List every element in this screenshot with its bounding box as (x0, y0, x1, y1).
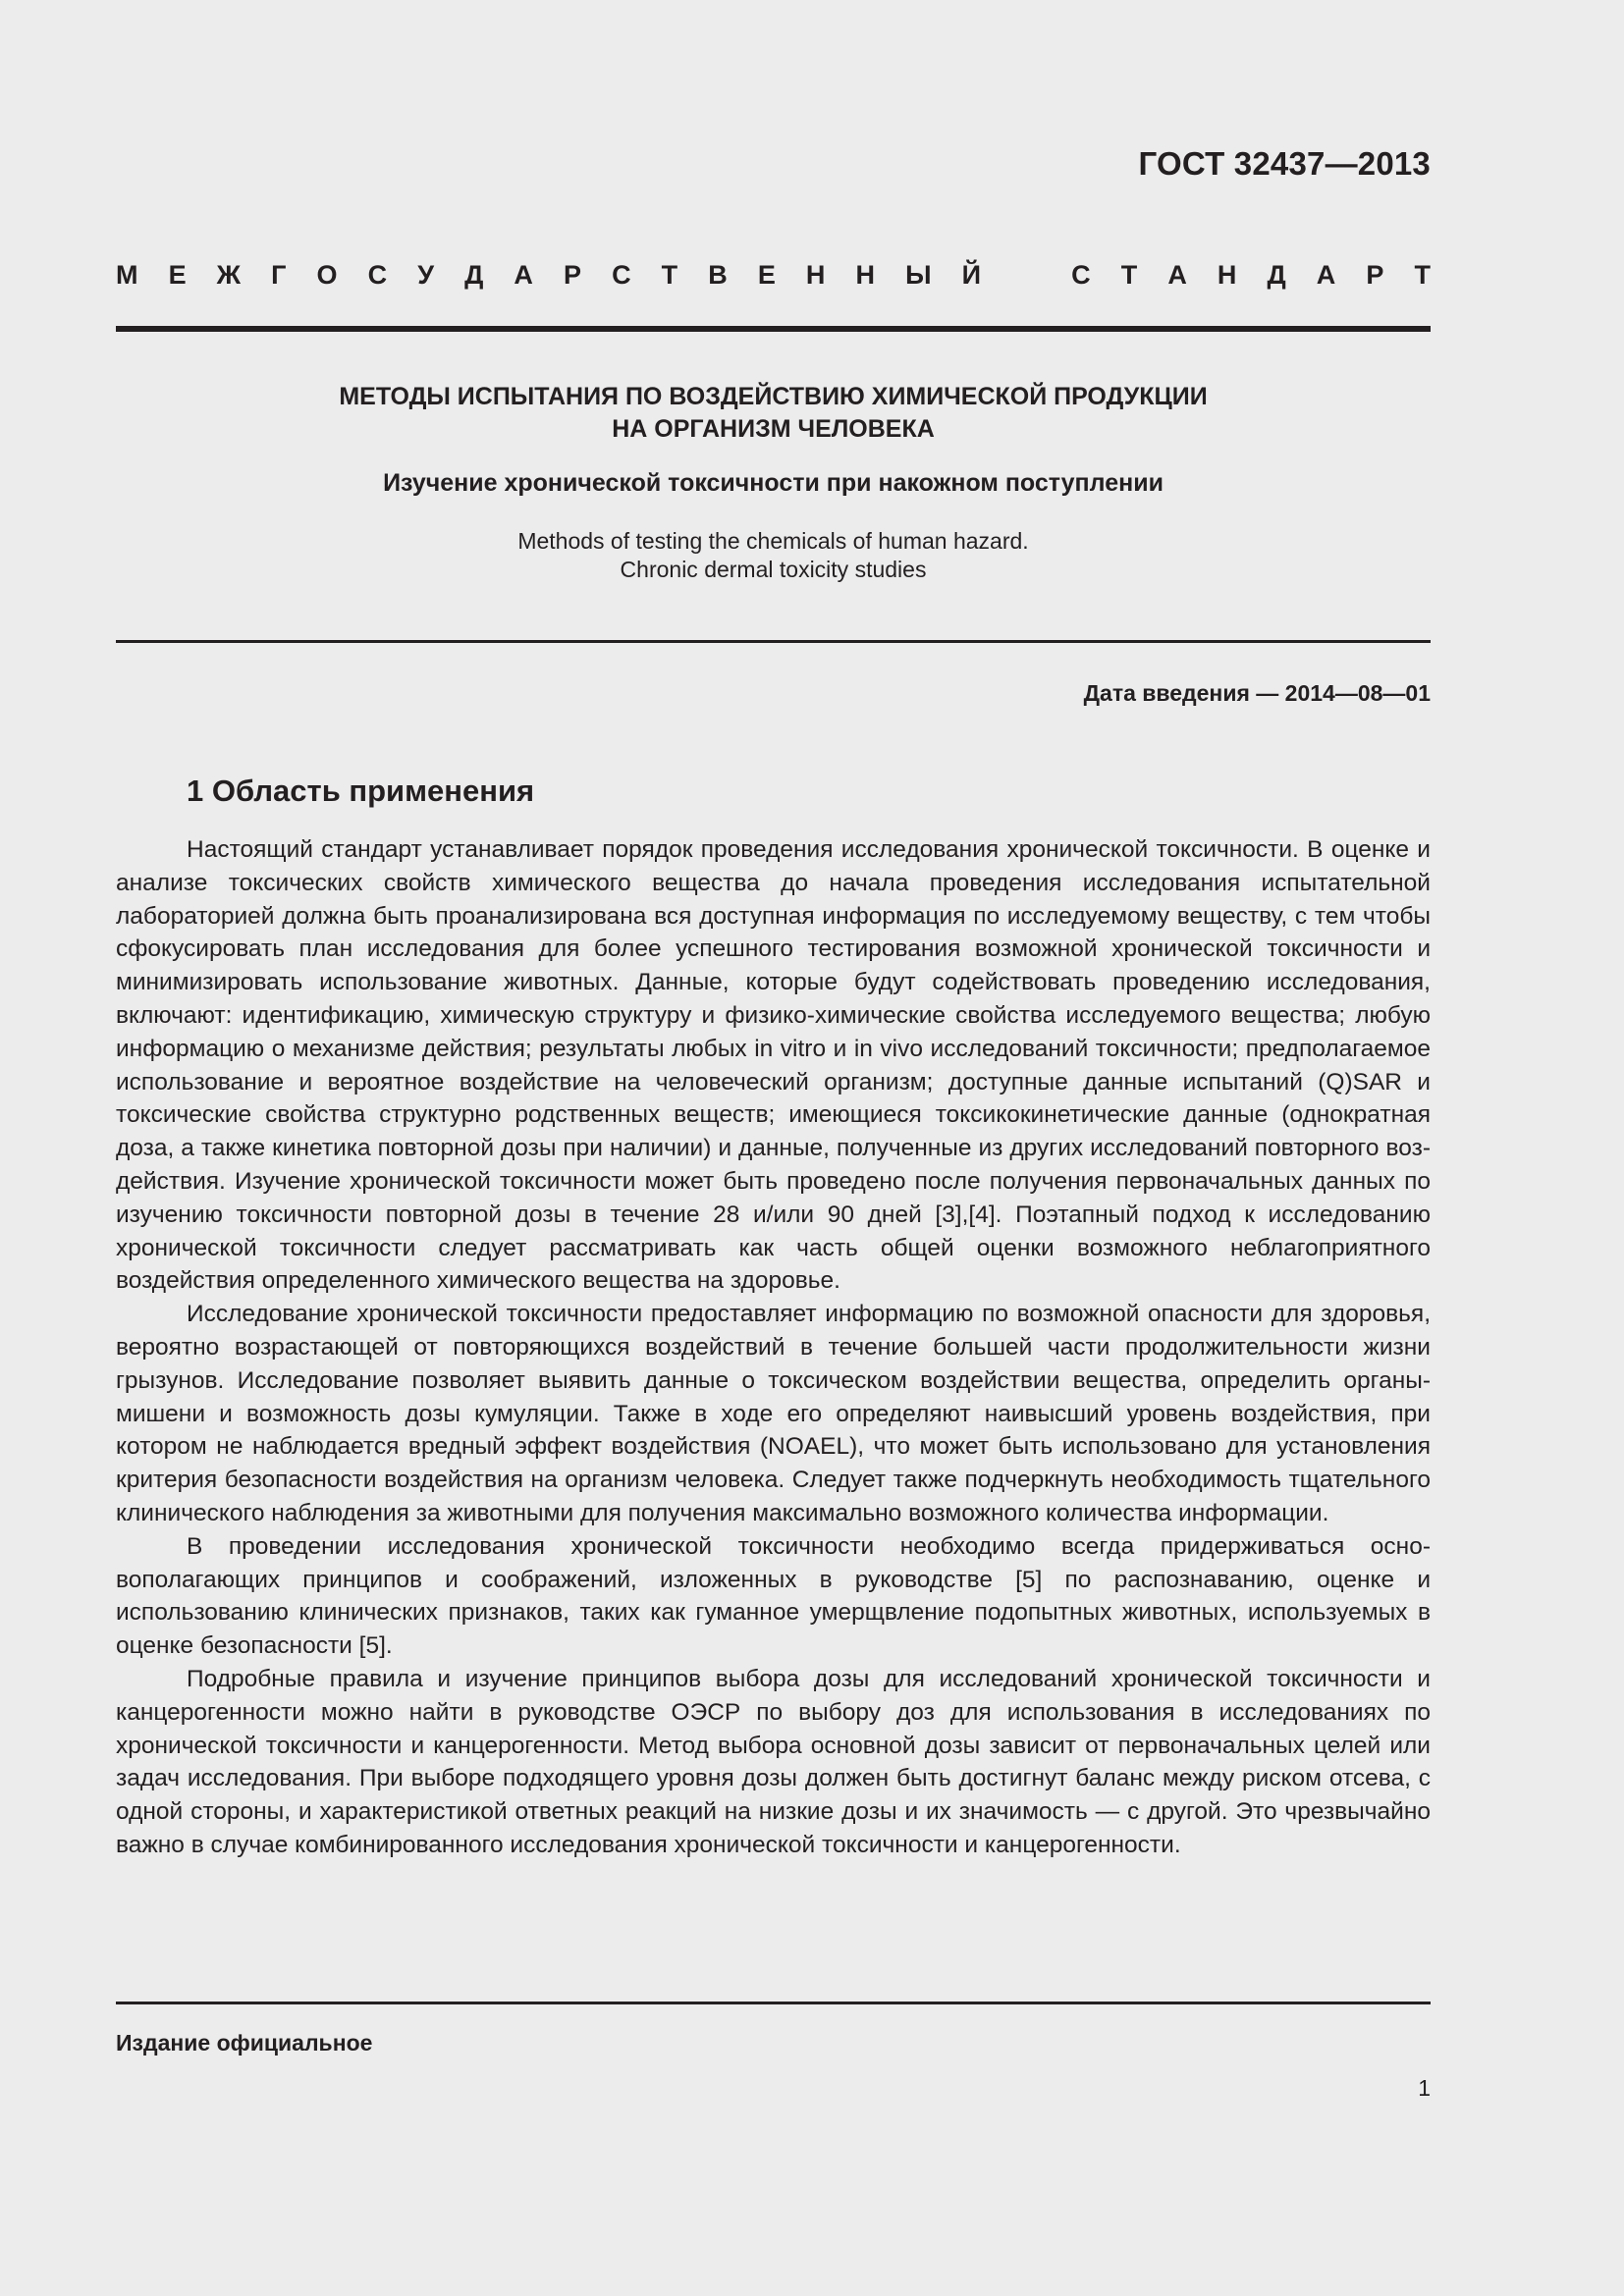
standard-type-letter: У (417, 260, 435, 290)
edition-label: Издание официальное (116, 2030, 373, 2056)
standard-type-letter: Н (855, 260, 875, 290)
standard-type-letter: С (1071, 260, 1091, 290)
title-divider (116, 640, 1431, 643)
paragraph: Исследование хронической токсичности предоставляет информацию по возможной опасности для здоровья, вероятно возрастающей от повторяющихся воздействий в течение большей части продолжительности жизни грызунов. Исследование позволяет выявить данные о токсическом воздействии вещества, определить органы-мишени и возможность дозы кумуляции. Также в ходе его определяют наивысший уровень воздействия, при котором не наблюдается вредный эффект воздействия (NOAEL), что может быть использовано для установления критерия безопасности воздействия на организм человека. Следует также подчеркнуть необходимость тщательного клинического наблюдения за животными для получения максимально возможного количества информации. (116, 1301, 1431, 1526)
standard-type-letter: Е (757, 260, 776, 290)
document-title (116, 381, 1431, 446)
introduction-date: Дата введения — 2014—08—01 (1083, 680, 1431, 706)
standard-type-letter: Д (1267, 260, 1286, 290)
standard-type-heading (116, 260, 1431, 291)
document-subtitle: Изучение хронической токсичности при накожном поступлении (383, 469, 1164, 497)
standard-type-letter: С (612, 260, 631, 290)
standard-type-letter: Р (564, 260, 582, 290)
standard-type-letter: Ы (905, 260, 932, 290)
english-title-line-2: Chronic dermal toxicity studies (620, 557, 927, 582)
standard-type-word-gap (1011, 260, 1041, 291)
english-title (116, 527, 1431, 584)
standard-type-letter: Н (1217, 260, 1237, 290)
standard-type-letter: Е (168, 260, 187, 290)
standard-type-letter: Г (271, 260, 287, 290)
standard-type-letter: А (514, 260, 533, 290)
standard-type-letter: Ж (216, 260, 242, 290)
english-title-line-1: Methods of testing the chemicals of human hazard. (517, 528, 1029, 554)
standard-type-letter: В (708, 260, 728, 290)
standard-type-letter: М (116, 260, 138, 290)
title-line-1: МЕТОДЫ ИСПЫТАНИЯ ПО ВОЗДЕЙСТВИЮ ХИМИЧЕСКОЙ ПРОДУКЦИИ (339, 383, 1208, 410)
standard-type-letter: А (1316, 260, 1336, 290)
footer-divider (116, 2002, 1431, 2004)
standard-type-letter: С (367, 260, 388, 290)
paragraph: Подробные правила и изучение принципов выбора дозы для исследований хронической токсичности и канцерогенности можно найти в руководстве ОЭСР по выбору доз для использования в исследованиях по хронической токсичности и канцерогенности. Метод выбора основной дозы зависит от первоначальных целей или задач исследования. При выборе подходящего уровня дозы должен быть достигнут баланс между риском отсева, с одной стороны, и характеристикой ответных реакций на низкие дозы и их значимость — с другой. Это чрезвычайно важно в случае комбинированного исследования хронической токсичности и канцерогенности. (116, 1665, 1431, 1858)
standard-type-letter: Й (961, 260, 981, 290)
title-line-2: НА ОРГАНИЗМ ЧЕЛОВЕКА (612, 415, 935, 443)
paragraph: В проведении исследования хронической токсичности необходимо всегда придерживаться основополагающих принципов и соображений, изложенных в руководстве [5] по распознаванию, оценке и использованию клинических признаков, таких как гуманное умерщвление подопытных животных, используемых в оценке безопасности [5]. (116, 1532, 1431, 1660)
standard-type-letter: А (1167, 260, 1187, 290)
paragraph: Настоящий стандарт устанавливает порядок проведения исследования хронической токсичности. В оценке и анализе токсических свойств химического вещества до начала проведения исследования испытательной лабораторией должна быть проанализирована вся доступная информация по исследуемому веществу, с тем чтобы сфокусировать план исследования для более успешного тестирования возможной хронической токсичности и минимизировать использование животных. Данные, которые будут содействовать проведению исследования, включают: идентификацию, химическую структуру и физико-химические свойства исследуемого вещества; любую информацию о механизме действия; результаты любых in vitro и in vivo исследований токсичности; предполагаемое использование и вероятное воздействие на человеческий организм; доступные данные испытаний (Q)SAR и токсические свойства структурно родственных веществ; имеющиеся токсикокинетические данные (однократная доза, а также кинетика повторной дозы при наличии) и данные, полученные из других исследований повторного воздействия. Изучение хронической токсичности может быть проведено после получения первоначальных данных по изучению токсичности повторной дозы в течение 28 и/или 90 дней [3],[4]. Поэтапный подход к исследованию хронической токсичности следует рассматривать как часть общей оценки возможного неблагоприятного воздействия определенного химического вещества на здоровье. (116, 836, 1431, 1295)
page-number: 1 (1418, 2075, 1431, 2101)
standard-type-letter: Т (1414, 260, 1431, 290)
document-page (116, 0, 1431, 2296)
header-divider (116, 326, 1431, 332)
document-code: ГОСТ 32437—2013 (1138, 145, 1431, 182)
section-heading: 1 Область применения (187, 774, 535, 808)
standard-type-letter: Т (661, 260, 678, 290)
standard-type-letter: Д (464, 260, 484, 290)
standard-type-letter: О (316, 260, 338, 290)
standard-type-letter: Н (805, 260, 826, 290)
section-body (116, 833, 1431, 1862)
standard-type-letter: Т (1120, 260, 1138, 290)
standard-type-letter: Р (1366, 260, 1384, 290)
